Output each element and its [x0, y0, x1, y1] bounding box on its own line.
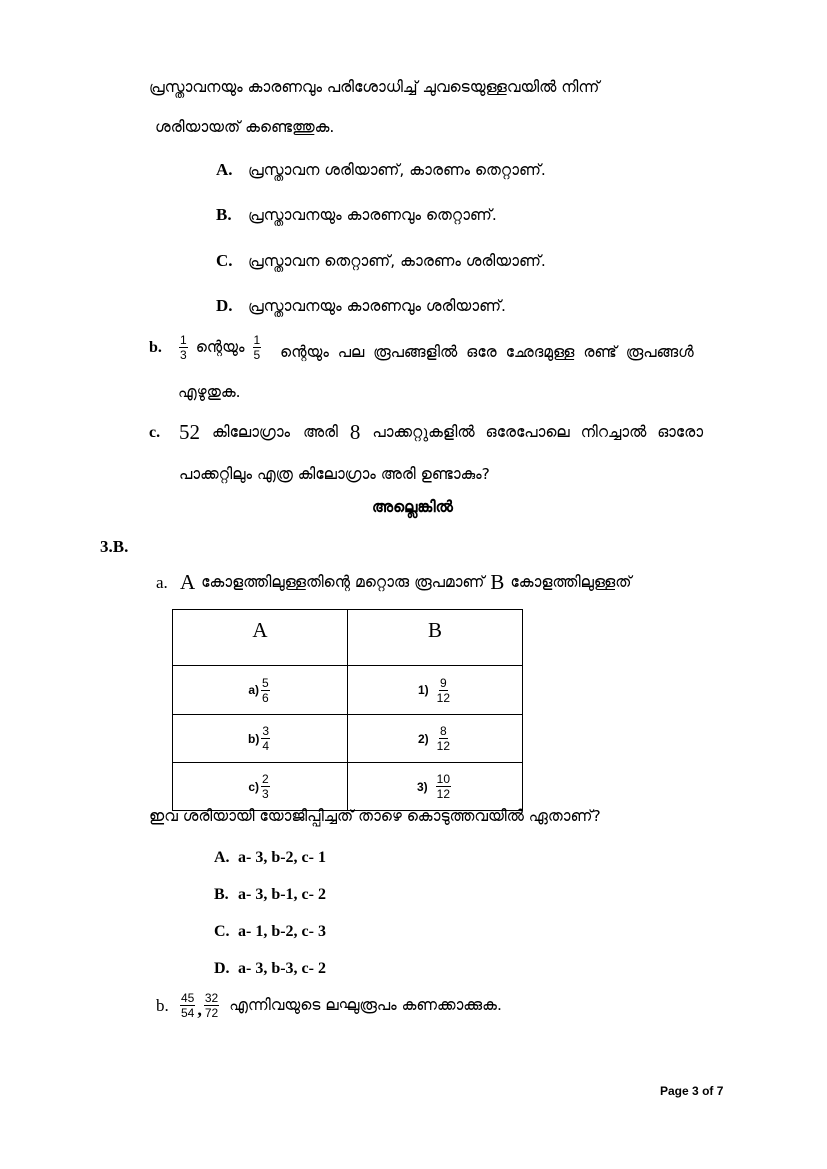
question-text: പാക്കറ്റുകളിൽ ഒരേപോലെ നിറച്ചാൽ ഓരോ: [372, 423, 704, 441]
option-text: പ്രസ്താവനയും കാരണവും ശരിയാണ്.: [248, 296, 506, 315]
table-cell-a: [173, 666, 348, 715]
question-text: കോളത്തിലുള്ളതിന്റെ മറ്റൊരു രൂപമാണ്: [201, 573, 485, 591]
table-header-row: [173, 610, 523, 666]
numerator: 8: [439, 724, 447, 738]
question-b-line-1: ന്റെയും പല രൂപങ്ങളിൽ ഒരേ ഛേദമുള്ള രണ്ട് രൂപങ്ങൾ: [280, 343, 694, 361]
cell-label: b): [247, 731, 260, 746]
table-cell-b: [348, 666, 523, 715]
section-label: 3.B.: [100, 537, 129, 556]
denominator: 12: [436, 739, 451, 753]
number-52: 52: [179, 420, 200, 444]
question-label: b.: [149, 338, 162, 356]
table-cell-a: [173, 715, 348, 763]
question-3b-b: [156, 991, 502, 1020]
option-letter: B.: [214, 886, 229, 903]
table-cell-b: [348, 763, 523, 811]
table-row: [173, 763, 523, 811]
cell-label: 1): [417, 683, 429, 697]
table-row: [173, 666, 523, 715]
current-page: 3: [692, 1084, 699, 1098]
option-letter: A.: [216, 160, 233, 179]
question-3b-a: [156, 570, 631, 595]
numerator: 9: [439, 675, 447, 690]
question-label: b.: [156, 995, 169, 1015]
denominator: 3: [180, 348, 187, 362]
denominator: 6: [261, 690, 269, 705]
cell-fraction: [436, 772, 451, 801]
fraction-one-third: [179, 333, 188, 362]
table-row: [173, 715, 523, 763]
column-b-ref: B: [490, 570, 505, 594]
question-c-line-2: പാക്കറ്റിലും എത്ര കിലോഗ്രാം അരി ഉണ്ടാകും?: [179, 465, 490, 483]
table-cell-b: [348, 715, 523, 763]
denominator: 4: [262, 739, 269, 753]
option-text: a- 3, b-3, c- 2: [238, 960, 326, 977]
cell-label: a): [248, 683, 259, 697]
or-divider: അല്ലെങ്കിൽ: [372, 498, 453, 516]
total-pages: 7: [716, 1084, 724, 1098]
match-option-d: [214, 960, 326, 978]
of-word: of: [702, 1084, 714, 1098]
cell-fraction: [261, 772, 270, 801]
question-label: a.: [156, 572, 168, 592]
option-b: [216, 205, 497, 225]
fraction-32-72: [204, 991, 219, 1020]
option-letter: C.: [214, 923, 230, 940]
table-cell-a: [173, 763, 348, 811]
match-option-b: [214, 886, 326, 904]
cell-label: 3): [416, 779, 428, 794]
option-letter: A.: [214, 849, 230, 866]
option-text: പ്രസ്താവന ശരിയാണ്, കാരണം തെറ്റാണ്.: [248, 160, 546, 179]
number-8: 8: [349, 420, 361, 444]
page-footer: [660, 1084, 723, 1098]
cell-label: 2): [417, 731, 429, 746]
option-text: a- 3, b-2, c- 1: [238, 849, 326, 866]
option-letter: C.: [216, 251, 233, 270]
cell-fraction: [261, 724, 270, 753]
fraction-one-fifth: [253, 333, 262, 362]
numerator: 5: [261, 675, 269, 690]
numerator: 10: [436, 772, 451, 786]
separator: ,: [197, 999, 202, 1019]
option-d: [216, 296, 506, 316]
option-text: a- 1, b-2, c- 3: [238, 923, 326, 940]
page-word: Page: [660, 1084, 689, 1098]
numerator: 1: [253, 333, 261, 347]
denominator: 12: [436, 690, 451, 705]
match-option-a: [214, 849, 326, 867]
intro-line-2: ശരിയായത് കണ്ടെത്തുക.: [155, 118, 335, 136]
cell-label: c): [248, 779, 259, 794]
denominator: 54: [181, 1006, 195, 1020]
column-a-ref: A: [180, 570, 196, 594]
option-text: a- 3, b-1, c- 2: [238, 886, 326, 903]
denominator: 72: [204, 1006, 219, 1020]
numerator: 32: [204, 991, 219, 1005]
numerator: 3: [262, 724, 269, 738]
option-a: [216, 160, 546, 180]
question-c: [149, 420, 703, 445]
column-header-a: A: [173, 610, 348, 666]
cell-fraction: [437, 724, 450, 753]
option-c: [216, 251, 546, 271]
option-letter: D.: [216, 296, 233, 315]
numerator: 1: [180, 333, 187, 347]
question-b-line-2: എഴുതുക.: [178, 383, 241, 401]
denominator: 12: [436, 787, 451, 801]
question-b: [149, 333, 263, 362]
numerator: 45: [181, 991, 195, 1005]
numerator: 2: [261, 772, 269, 786]
cell-fraction: [437, 676, 450, 705]
question-text: എന്നിവയുടെ ലഘുരൂപം കണക്കാക്കുക.: [229, 996, 502, 1014]
match-question: ഇവ ശരിയായി യോജിപ്പിച്ചത് താഴെ കൊടുത്തവയിൽ ഏതാണ്?: [149, 807, 601, 825]
question-text: ന്റെയും: [195, 338, 245, 356]
denominator: 5: [253, 348, 261, 362]
cell-fraction: [261, 676, 270, 705]
match-option-c: [214, 923, 326, 941]
question-text: കോളത്തിലുള്ളത്: [510, 573, 632, 591]
denominator: 3: [261, 787, 269, 801]
option-text: പ്രസ്താവനയും കാരണവും തെറ്റാണ്.: [248, 205, 497, 224]
intro-line-1: പ്രസ്താവനയും കാരണവും പരിശോധിച്ച് ചുവടെയുള്ളവയിൽ നിന്ന്: [149, 78, 600, 96]
option-text: പ്രസ്താവന തെറ്റാണ്, കാരണം ശരിയാണ്.: [248, 251, 546, 270]
option-letter: D.: [214, 960, 230, 977]
question-text: കിലോഗ്രാം അരി: [212, 423, 338, 441]
column-header-b: B: [348, 610, 523, 666]
fraction-45-54: [180, 991, 195, 1020]
matching-table: [172, 609, 523, 811]
option-letter: B.: [216, 205, 232, 224]
question-label: c.: [149, 423, 161, 441]
